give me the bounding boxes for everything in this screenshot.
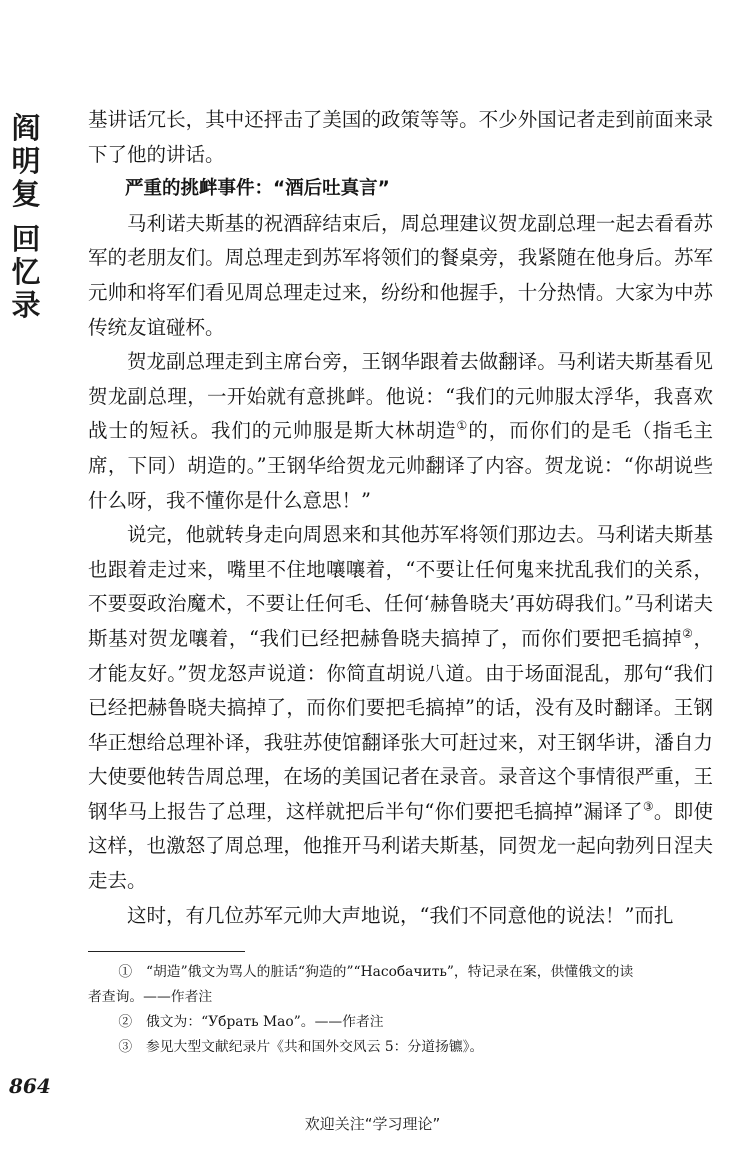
paragraph: 马利诺夫斯基的祝酒辞结束后，周总理建议贺龙副总理一起去看看苏军的老朋友们。周总理走到苏军将领们的餐桌旁，我紧随在他身后。苏军元帅和将军们看见周总理走过来，纷纷和他握手，十分热情。大家为中苏传统友谊碰杯。 [88, 211, 713, 339]
book-title-sidebar [6, 112, 46, 322]
section-heading: 严重的挑衅事件：“酒后吐真言” [125, 178, 390, 200]
footnote-mark: ② [682, 626, 694, 641]
paragraph [88, 518, 713, 899]
sidebar-char: 回 [11, 222, 41, 256]
sidebar-char: 忆 [11, 255, 41, 289]
paragraph: 这时，有几位苏军元帅大声地说，“我们不同意他的说法！”而扎 [127, 903, 674, 927]
paragraph: 基讲话冗长，其中还抨击了美国的政策等等。不少外国记者走到前面来录下了他的讲话。 [88, 108, 713, 166]
sidebar-char: 录 [11, 288, 41, 322]
footnote-mark: ③ [642, 799, 654, 814]
sidebar-char: 阎 [11, 111, 41, 145]
footnotes [88, 960, 713, 1060]
watermark-text: 欢迎关注“学习理论” [304, 1115, 441, 1133]
paragraph-text: ，才能友好。”贺龙怒声说道：你简直胡说八道。由于场面混乱，那句“我们已经把赫鲁晓夫搞掉了，而你们要把毛搞掉”的话，没有及时翻译。王钢华正想给总理补译，我驻苏使馆翻译张大可赶过来，对王钢华讲，潘自力大使要他转告周总理，在场的美国记者在录音。录音这个事情很严重，王钢华马上报告了总理，这样就把后半句“你们要把毛搞掉”漏译了 [88, 626, 713, 823]
paragraph-text: 说完，他就转身走向周恩来和其他苏军将领们那边去。马利诺夫斯基也跟着走过来，嘴里不住地嚷嚷着，“不要让任何鬼来扰乱我们的关系，不要耍政治魔术，不要让任何毛、任何‘赫鲁晓夫’再妨碍我们。”马利诺夫斯基对贺龙嚷着，“我们已经把赫鲁晓夫搞掉了，而你们要把毛搞掉 [88, 523, 713, 650]
footnote-item: ① “胡造”俄文为骂人的脏话“狗造的”“Насобачить”，特记录在案，供懂俄文的读 [118, 964, 634, 980]
sidebar-char: 复 [11, 177, 41, 211]
footnote-item: ③ 参见大型文献纪录片《共和国外交风云 5：分道扬镳》。 [118, 1039, 484, 1055]
paragraph [88, 345, 713, 518]
body-text [88, 103, 713, 933]
paragraph-text: 贺龙副总理走到主席台旁，王钢华跟着去做翻译。马利诺夫斯基看见贺龙副总理，一开始就有意挑衅。他说：“我们的元帅服太浮华，我喜欢战士的短袄。我们的元帅服是斯大林胡造 [88, 350, 713, 443]
footnote-item: ② 俄文为：“Убрать Мао”。——作者注 [118, 1014, 384, 1030]
paragraph-text: 的，而你们的是毛（指毛主席，下同）胡造的。”王钢华给贺龙元帅翻译了内容。贺龙说：“你胡说些什么呀，我不懂你是什么意思！” [88, 419, 713, 512]
sidebar-char: 明 [11, 144, 41, 178]
footnote-mark: ① [456, 418, 469, 433]
footnote-divider [88, 951, 245, 952]
footnote-item: 者查询。——作者注 [88, 989, 213, 1005]
page-number: 864 [9, 1074, 51, 1098]
paragraph-text: 。即使这样，也激怒了周总理，他推开马利诺夫斯基，同贺龙一起向勃列日涅夫走去。 [88, 799, 713, 893]
